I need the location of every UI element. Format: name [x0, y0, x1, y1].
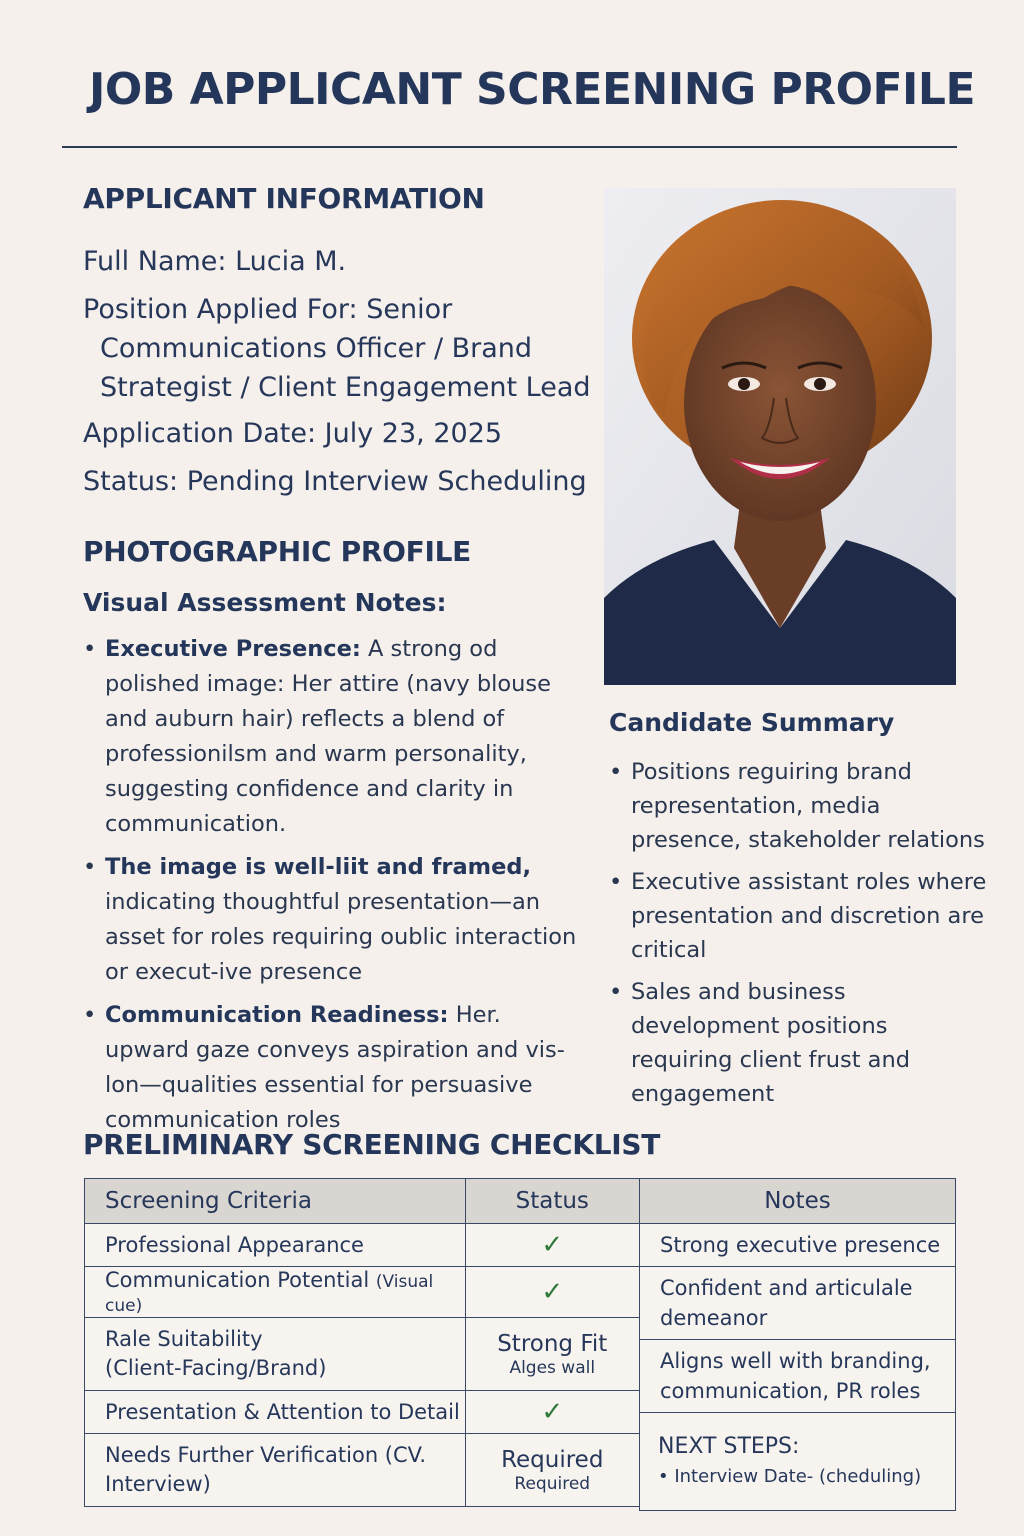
title-divider	[62, 146, 957, 148]
status-cell: Required Required	[465, 1434, 639, 1507]
next-steps-cell	[640, 1413, 956, 1511]
checklist-heading: PRELIMINARY SCREENING CHECKLIST	[83, 1128, 661, 1161]
table-row	[85, 1434, 640, 1507]
status-cell	[465, 1224, 639, 1267]
screening-notes-table	[639, 1178, 956, 1511]
table-row	[640, 1413, 956, 1511]
table-row	[640, 1340, 956, 1413]
table-row	[85, 1224, 640, 1267]
notes-cell: Strong executive presence	[640, 1224, 956, 1267]
candidate-summary-heading: Candidate Summary	[609, 708, 895, 737]
table-row	[85, 1391, 640, 1434]
next-steps-item: • Interview Date- (cheduling)	[658, 1465, 922, 1487]
status-row	[83, 462, 587, 501]
summary-item: • Executive assistant roles where presentation and discretion are critical	[609, 865, 989, 967]
table-row	[640, 1224, 956, 1267]
criteria-cell: Needs Further Verification (CV. Interview)	[85, 1434, 466, 1507]
criteria-cell: Communication Potential (Visual cue)	[85, 1267, 466, 1318]
application-date-value: July 23, 2025	[324, 418, 503, 449]
status-cell	[465, 1267, 639, 1318]
column-header-notes: Notes	[640, 1179, 956, 1224]
photographic-profile-heading: PHOTOGRAPHIC PROFILE	[83, 535, 471, 568]
next-steps-heading: NEXT STEPS:	[658, 1433, 800, 1459]
table-row	[85, 1318, 640, 1391]
check-icon: ✓	[541, 1397, 564, 1427]
visual-note-item: • The image is well-liit and framed, indicating thoughtful presentation—an asset for roles requiring oublic interaction or execut-ive presence	[83, 850, 588, 990]
status-value: Pending Interview Scheduling	[186, 466, 587, 497]
position-value-line3: Strategist / Client Engagement Lead	[100, 372, 591, 403]
table-row	[85, 1267, 640, 1318]
visual-notes-list	[83, 632, 588, 1146]
summary-item: • Positions reguiring brand representation, media presence, stakeholder relations	[609, 755, 989, 857]
screening-checklist-table	[84, 1178, 640, 1507]
page-title: JOB APPLICANT SCREENING PROFILE	[88, 64, 976, 115]
candidate-summary-list	[609, 755, 989, 1119]
status-cell: Strong Fit Alges wall	[465, 1318, 639, 1391]
position-value-line2: Communications Officer / Brand	[100, 333, 533, 364]
applicant-photo	[604, 188, 956, 685]
criteria-cell: Rale Suitability (Client-Facing/Brand)	[85, 1318, 466, 1391]
position-label: Position Applied For:	[83, 294, 358, 325]
position-row	[83, 290, 593, 407]
position-value-line1: Senior	[366, 294, 453, 325]
check-icon: ✓	[541, 1230, 564, 1260]
application-date-row	[83, 414, 502, 453]
check-icon: ✓	[541, 1277, 564, 1307]
application-date-label: Application Date:	[83, 418, 317, 449]
visual-note-item: • Executive Presence: A strong od polished image: Her attire (navy blouse and auburn hair) reflects a blend of professionilsm and warm personality, suggesting confidence and clarity in communication.	[83, 632, 588, 842]
full-name-value: Lucia M.	[235, 246, 347, 277]
notes-cell: Aligns well with branding, communication, PR roles	[640, 1340, 956, 1413]
notes-cell: Confident and articulale demeanor	[640, 1267, 956, 1340]
full-name-row	[83, 242, 346, 281]
table-row	[640, 1267, 956, 1340]
status-cell	[465, 1391, 639, 1434]
status-label: Status:	[83, 466, 179, 497]
column-header-criteria: Screening Criteria	[85, 1179, 466, 1224]
visual-notes-heading: Visual Assessment Notes:	[83, 588, 447, 617]
full-name-label: Full Name:	[83, 246, 227, 277]
criteria-cell: Presentation & Attention to Detail	[85, 1391, 466, 1434]
applicant-info-heading: APPLICANT INFORMATION	[83, 182, 485, 215]
column-header-status: Status	[465, 1179, 639, 1224]
criteria-cell: Professional Appearance	[85, 1224, 466, 1267]
summary-item: • Sales and business development positions requiring client frust and engagement	[609, 975, 989, 1111]
visual-note-item: • Communication Readiness: Her. upward gaze conveys aspiration and vis-lon—qualities essential for persuasive communication roles	[83, 998, 588, 1138]
